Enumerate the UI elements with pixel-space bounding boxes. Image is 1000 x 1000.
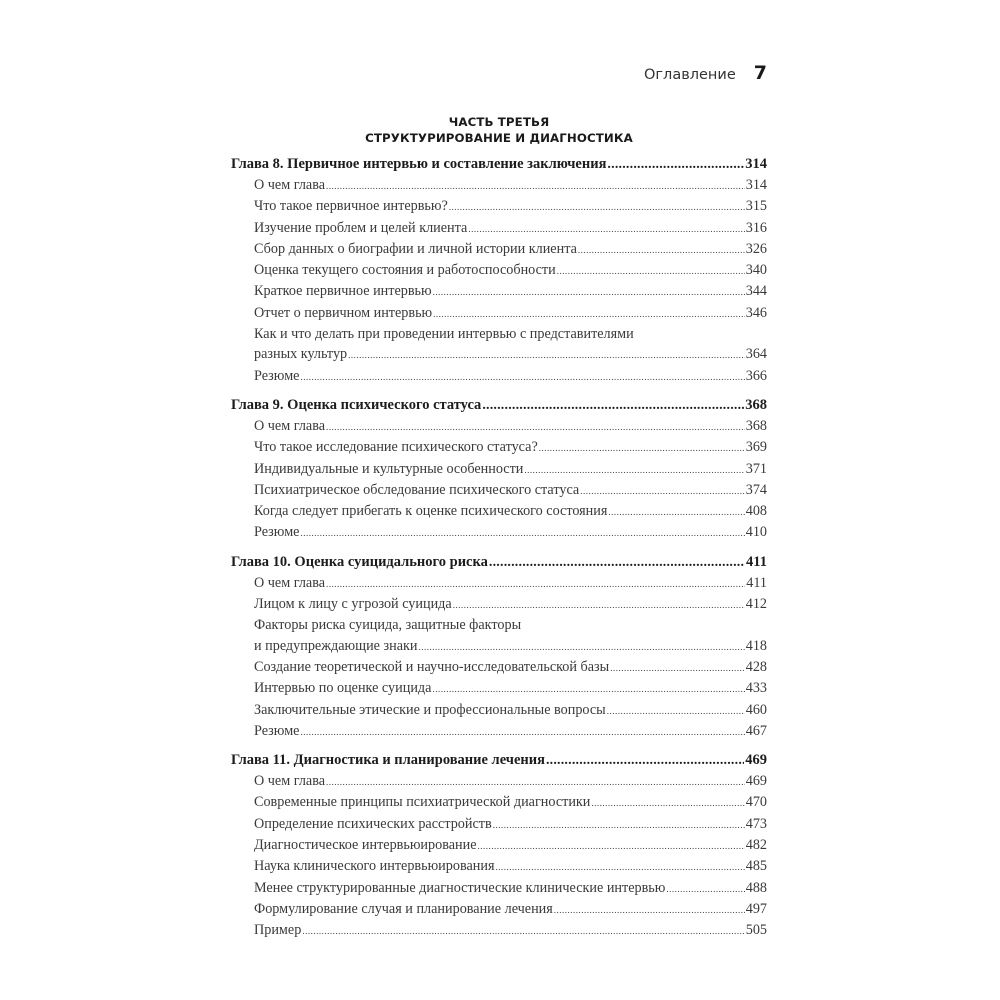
toc-section-entry[interactable] bbox=[231, 678, 767, 699]
section-page: 488 bbox=[745, 879, 767, 896]
part-heading bbox=[231, 114, 767, 146]
section-title: Изучение проблем и целей клиента bbox=[254, 219, 468, 236]
dot-leader bbox=[546, 750, 744, 771]
section-page: 482 bbox=[745, 837, 767, 854]
section-title: Менее структурированные диагностические клинические интервью bbox=[254, 879, 666, 896]
toc-chapter bbox=[231, 154, 767, 387]
section-page: 473 bbox=[745, 815, 767, 832]
page-number: 7 bbox=[753, 62, 767, 84]
section-title: Лицом к лицу с угрозой суицида bbox=[254, 596, 452, 613]
dot-leader bbox=[591, 792, 744, 813]
dot-leader bbox=[326, 771, 745, 792]
toc-chapter bbox=[231, 750, 767, 941]
toc-section-entry[interactable] bbox=[231, 899, 767, 920]
section-title: О чем глава bbox=[254, 574, 326, 591]
toc-section-entry[interactable] bbox=[231, 366, 767, 387]
section-title: Заключительные этические и профессиональные вопросы bbox=[254, 701, 606, 718]
section-title: О чем глава bbox=[254, 417, 326, 434]
section-title: Когда следует прибегать к оценке психического состояния bbox=[254, 503, 608, 520]
chapter-title: Глава 10. Оценка суицидального риска bbox=[231, 553, 488, 570]
section-page: 371 bbox=[745, 460, 767, 477]
toc-section-entry[interactable] bbox=[231, 416, 767, 437]
section-page: 412 bbox=[745, 596, 767, 613]
section-page: 505 bbox=[745, 922, 767, 939]
chapter-title: Глава 11. Диагностика и планирование лечения bbox=[231, 752, 545, 769]
dot-leader bbox=[607, 700, 745, 721]
toc-section-entry[interactable] bbox=[231, 303, 767, 324]
dot-leader bbox=[580, 480, 744, 501]
toc-chapter bbox=[231, 395, 767, 544]
dot-leader bbox=[453, 594, 745, 615]
section-title: разных культур bbox=[254, 346, 348, 363]
section-title: Сбор данных о биографии и личной истории клиента bbox=[254, 240, 577, 257]
section-title: Интервью по оценке суицида bbox=[254, 680, 432, 697]
section-page: 418 bbox=[745, 637, 767, 654]
dot-leader bbox=[489, 552, 745, 573]
dot-leader bbox=[524, 459, 744, 480]
toc-section-entry[interactable] bbox=[231, 594, 767, 615]
dot-leader bbox=[419, 636, 745, 657]
dot-leader bbox=[666, 878, 744, 899]
section-title-line1: Факторы риска суицида, защитные факторы bbox=[254, 617, 522, 634]
section-page: 316 bbox=[745, 219, 767, 236]
toc-section-entry[interactable] bbox=[231, 920, 767, 941]
toc-section-entry[interactable] bbox=[231, 856, 767, 877]
toc-section-entry[interactable] bbox=[231, 792, 767, 813]
section-title: Резюме bbox=[254, 722, 300, 739]
chapter-title: Глава 9. Оценка психического статуса bbox=[231, 396, 482, 413]
toc-section-entry[interactable] bbox=[231, 657, 767, 678]
toc-section-entry[interactable] bbox=[231, 196, 767, 217]
section-page: 470 bbox=[745, 794, 767, 811]
section-title: Что такое исследование психического статуса? bbox=[254, 439, 538, 456]
section-page: 497 bbox=[745, 900, 767, 917]
section-page: 410 bbox=[745, 524, 767, 541]
toc-chapter-entry[interactable] bbox=[231, 154, 767, 175]
toc-section-entry[interactable] bbox=[231, 700, 767, 721]
section-title: Резюме bbox=[254, 367, 300, 384]
chapter-page: 314 bbox=[745, 156, 767, 172]
dot-leader bbox=[348, 344, 745, 365]
toc-section-entry[interactable] bbox=[231, 344, 767, 365]
dot-leader bbox=[300, 721, 744, 742]
toc-section-entry[interactable] bbox=[231, 814, 767, 835]
dot-leader bbox=[433, 303, 745, 324]
section-title: Диагностическое интервьюирование bbox=[254, 837, 477, 854]
section-title: и предупреждающие знаки bbox=[254, 637, 418, 654]
section-page: 485 bbox=[745, 858, 767, 875]
section-page: 314 bbox=[745, 177, 767, 193]
section-page: 467 bbox=[745, 722, 767, 739]
section-page: 428 bbox=[745, 658, 767, 675]
section-title: Резюме bbox=[254, 524, 300, 541]
table-of-contents bbox=[231, 154, 767, 950]
dot-leader bbox=[610, 657, 745, 678]
toc-section-entry[interactable] bbox=[231, 281, 767, 302]
toc-section-entry[interactable] bbox=[231, 175, 767, 196]
section-title: Психиатрическое обследование психического статуса bbox=[254, 481, 580, 498]
dot-leader bbox=[300, 522, 744, 543]
toc-section-entry[interactable] bbox=[231, 437, 767, 458]
chapter-title: Глава 8. Первичное интервью и составление заключения bbox=[231, 156, 607, 172]
dot-leader bbox=[496, 856, 745, 877]
toc-section-entry[interactable] bbox=[231, 218, 767, 239]
dot-leader bbox=[478, 835, 745, 856]
dot-leader bbox=[607, 154, 744, 175]
chapter-page: 411 bbox=[746, 553, 767, 570]
section-page: 364 bbox=[745, 346, 767, 363]
dot-leader bbox=[554, 899, 745, 920]
dot-leader bbox=[608, 501, 744, 522]
section-page: 366 bbox=[745, 367, 767, 384]
section-page: 368 bbox=[745, 417, 767, 434]
toc-section-entry[interactable] bbox=[231, 480, 767, 501]
section-title: Создание теоретической и научно-исследовательской базы bbox=[254, 658, 610, 675]
dot-leader bbox=[468, 218, 744, 239]
section-page: 411 bbox=[746, 574, 767, 591]
section-page: 433 bbox=[745, 680, 767, 697]
section-title: Современные принципы психиатрической диагностики bbox=[254, 794, 591, 811]
section-page: 369 bbox=[745, 439, 767, 456]
chapter-page: 469 bbox=[745, 752, 767, 769]
toc-chapter-entry[interactable] bbox=[231, 750, 767, 771]
section-title: Наука клинического интервьюирования bbox=[254, 858, 495, 875]
toc-section-entry[interactable] bbox=[231, 636, 767, 657]
dot-leader bbox=[493, 814, 745, 835]
section-page: 344 bbox=[745, 283, 767, 300]
part-title: СТРУКТУРИРОВАНИЕ И ДИАГНОСТИКА bbox=[365, 131, 633, 145]
chapter-page: 368 bbox=[745, 396, 767, 413]
dot-leader bbox=[578, 239, 745, 260]
dot-leader bbox=[326, 175, 745, 196]
section-title: Формулирование случая и планирование лечения bbox=[254, 900, 553, 917]
dot-leader bbox=[326, 416, 745, 437]
dot-leader bbox=[300, 366, 744, 387]
running-head-title: Оглавление bbox=[644, 67, 736, 83]
dot-leader bbox=[432, 678, 744, 699]
section-title: Пример bbox=[254, 922, 302, 939]
toc-section-entry[interactable] bbox=[231, 878, 767, 899]
section-page: 374 bbox=[745, 481, 767, 498]
toc-section-entry[interactable] bbox=[231, 573, 767, 594]
toc-chapter-entry[interactable] bbox=[231, 395, 767, 416]
section-page: 315 bbox=[745, 198, 767, 215]
section-page: 460 bbox=[745, 701, 767, 718]
running-head bbox=[0, 62, 767, 84]
dot-leader bbox=[433, 281, 745, 302]
toc-section-entry[interactable] bbox=[231, 459, 767, 480]
section-title: О чем глава bbox=[254, 773, 326, 790]
section-page: 326 bbox=[745, 240, 767, 257]
toc-section-entry[interactable] bbox=[231, 239, 767, 260]
section-page: 469 bbox=[745, 773, 767, 790]
section-title: Оценка текущего состояния и работоспособности bbox=[254, 262, 556, 279]
toc-chapter bbox=[231, 552, 767, 742]
part-number: ЧАСТЬ ТРЕТЬЯ bbox=[448, 115, 550, 129]
section-page: 408 bbox=[745, 503, 767, 520]
section-title: Индивидуальные и культурные особенности bbox=[254, 460, 524, 477]
section-title: О чем глава bbox=[254, 177, 326, 193]
toc-section-entry[interactable] bbox=[231, 501, 767, 522]
section-title: Отчет о первичном интервью bbox=[254, 304, 433, 321]
section-title: Определение психических расстройств bbox=[254, 815, 492, 832]
section-title: Что такое первичное интервью? bbox=[254, 198, 448, 215]
section-title-line1: Как и что делать при проведении интервью с представителями bbox=[254, 326, 634, 343]
dot-leader bbox=[539, 437, 745, 458]
section-page: 340 bbox=[745, 262, 767, 279]
dot-leader bbox=[482, 395, 744, 416]
dot-leader bbox=[302, 920, 744, 941]
dot-leader bbox=[557, 260, 745, 281]
toc-chapter-entry[interactable] bbox=[231, 552, 767, 573]
toc-section-entry[interactable] bbox=[231, 522, 767, 543]
dot-leader bbox=[449, 196, 745, 217]
toc-section-entry[interactable] bbox=[231, 771, 767, 792]
section-page: 346 bbox=[745, 304, 767, 321]
dot-leader bbox=[326, 573, 745, 594]
toc-section-entry[interactable] bbox=[231, 260, 767, 281]
section-title: Краткое первичное интервью bbox=[254, 283, 432, 300]
toc-section-entry[interactable] bbox=[231, 835, 767, 856]
toc-section-entry[interactable] bbox=[231, 721, 767, 742]
